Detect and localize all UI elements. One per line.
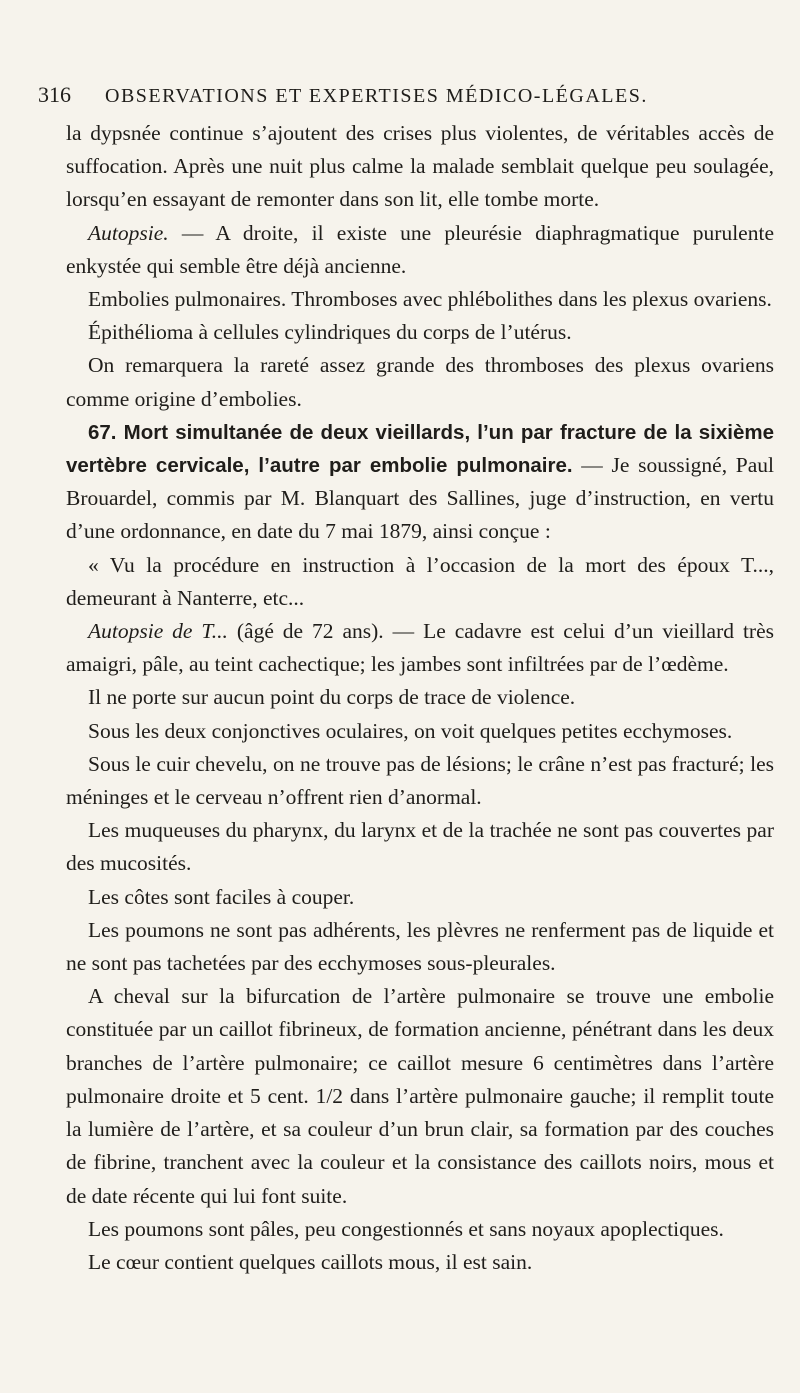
case-67-text: — Je soussigné, Paul Brouardel, commis par M. Blanquart des Sallines, juge d’instruction, en vertu d’une ordonnance, en date du 7 mai 1879, ainsi conçue : — [66, 453, 774, 544]
paragraph-coeur: Le cœur contient quelques caillots mous, il est sain. — [88, 1249, 533, 1274]
paragraph-muqueuses: Les muqueuses du pharynx, du larynx et de la trachée ne sont pas couvertes par des mucosités. — [66, 818, 774, 876]
paragraph-embolie-caillot: A cheval sur la bifurcation de l’artère pulmonaire se trouve une embolie constituée par un caillot fibrineux, de formation ancienne, pénétrant dans les deux branches de l’artère pulmonaire; ce caillot mesure 6 centimètres dans l’artère pulmonaire droite et 5 cent. 1/2 dans l’artère pulmonaire gauche; il remplit toute la lumière de l’artère, et sa couleur d’un brun clair, sa formation par des couches de fibrine, tranchent avec la couleur et la consistance des caillots noirs, mous et de date récente qui lui font suite. — [66, 984, 774, 1208]
paragraph-ordonnance-quote: « Vu la procédure en instruction à l’occasion de la mort des époux T..., demeurant à Nanterre, etc... — [66, 552, 774, 610]
running-header — [38, 82, 678, 112]
paragraph-case-67 — [66, 416, 774, 549]
paragraph-cotes: Les côtes sont faciles à couper. — [88, 884, 355, 909]
body-text — [66, 117, 774, 1279]
paragraph-continuation: la dypsnée continue s’ajoutent des crises plus violentes, de véritables accès de suffocation. Après une nuit plus calme la malade semblait quelque peu soulagée, lorsqu’en essayant de remonter dans son lit, elle tombe morte. — [66, 121, 774, 212]
case-67-heading: 67. Mort simultanée de deux vieillards, l’un par fracture de la sixième vertèbre cervicale, l’autre par embolie pulmonaire. — [66, 420, 774, 478]
autopsie-t-label: Autopsie de T... — [88, 619, 228, 644]
paragraph-poumons-pales: Les poumons sont pâles, peu congestionnés et sans noyaux apoplectiques. — [88, 1216, 724, 1241]
paragraph-cuir-chevelu: Sous le cuir chevelu, on ne trouve pas de lésions; le crâne n’est pas fracturé; les méninges et le cerveau n’offrent rien d’anormal. — [66, 751, 774, 810]
paragraph-conjonctives: Sous les deux conjonctives oculaires, on voit quelques petites ecchymoses. — [88, 718, 733, 743]
paragraph-epithelioma: Épithélioma à cellules cylindriques du corps de l’utérus. — [88, 320, 572, 345]
page-number: 316 — [38, 82, 71, 107]
paragraph-embolies: Embolies pulmonaires. Thromboses avec phlébolithes dans les plexus ovariens. — [88, 287, 772, 312]
running-title: OBSERVATIONS ET EXPERTISES MÉDICO-LÉGALES. — [105, 85, 648, 107]
autopsie-text: — A droite, il existe une pleurésie diaphragmatique purulente enkystée qui semble être déjà ancienne. — [66, 220, 774, 278]
paragraph-remark: On remarquera la rareté assez grande des thromboses des plexus ovariens comme origine d’embolies. — [66, 353, 774, 411]
autopsie-t-text: (âgé de 72 ans). — Le cadavre est celui d’un vieillard très amaigri, pâle, au teint cachectique; les jambes sont infiltrées par de l’œdème. — [66, 619, 774, 677]
paragraph-violence: Il ne porte sur aucun point du corps de trace de violence. — [88, 685, 576, 710]
paragraph-autopsie-t — [66, 615, 774, 681]
paragraph-autopsie — [66, 217, 774, 283]
autopsie-label: Autopsie. — [88, 220, 169, 245]
paragraph-poumons-plevres: Les poumons ne sont pas adhérents, les plèvres ne renferment pas de liquide et ne sont pas tachetées par des ecchymoses sous-pleurales. — [66, 917, 774, 976]
